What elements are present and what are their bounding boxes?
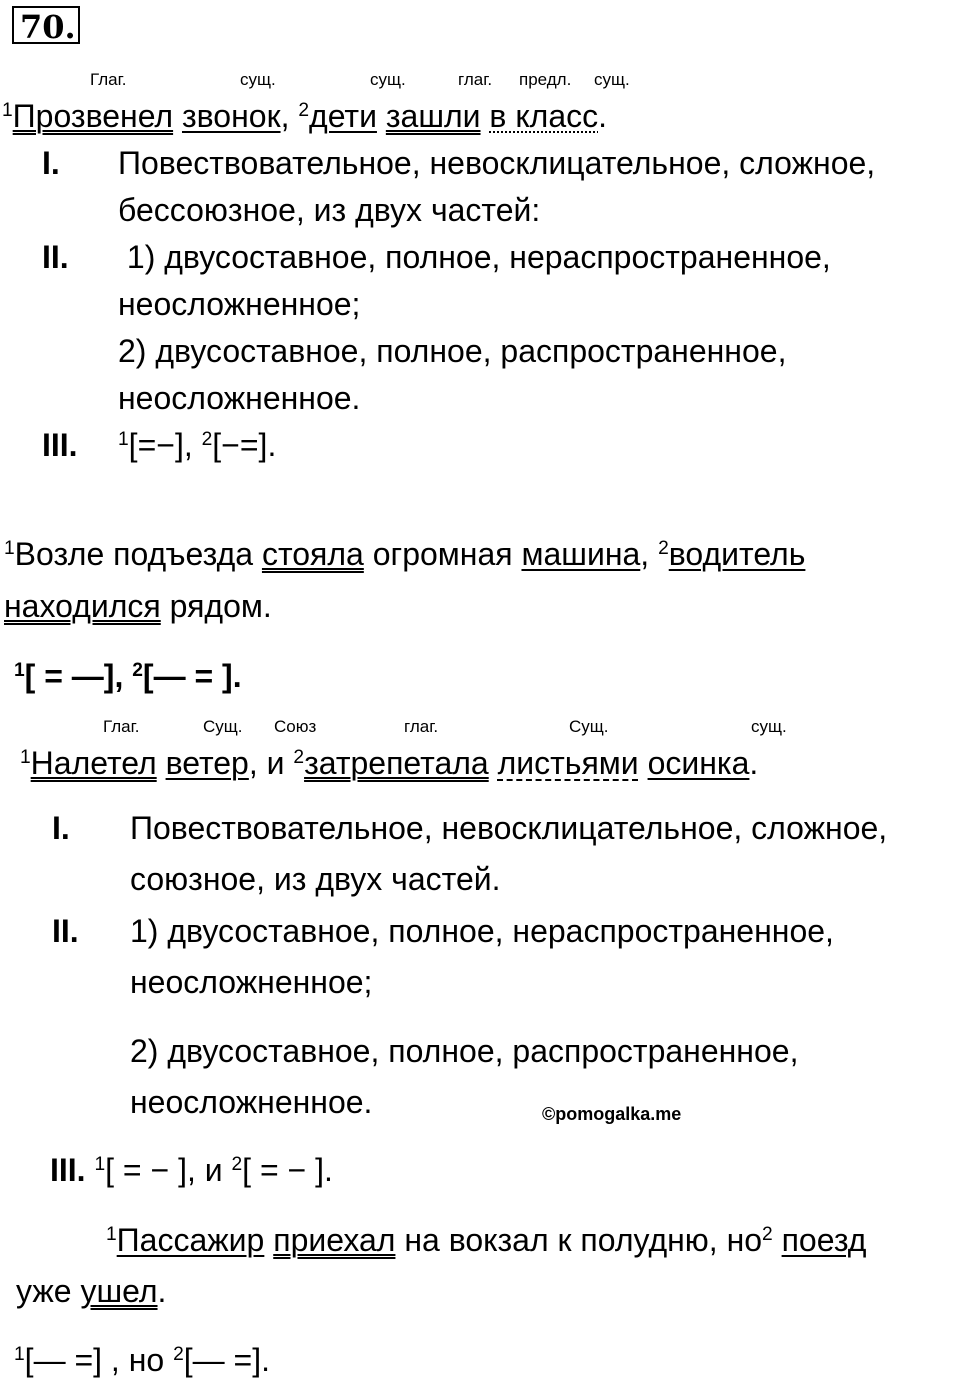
- part-number: 2: [173, 1344, 184, 1366]
- punct: .: [598, 98, 608, 134]
- scheme-part: [−=].: [212, 427, 277, 463]
- analysis-line: Повествовательное, невосклицательное, сложное,: [118, 145, 876, 181]
- text: рядом.: [160, 588, 272, 624]
- subject: водитель: [668, 536, 806, 572]
- punct: ,: [640, 536, 659, 572]
- sentence-scheme: [14, 1340, 270, 1380]
- sentence-1: [2, 96, 607, 136]
- scheme-part: [=−],: [128, 427, 202, 463]
- analysis-line: неосложненное;: [130, 964, 373, 1000]
- analysis-line: неосложненное.: [130, 1084, 373, 1120]
- sentence-2: [4, 534, 805, 574]
- punct: .: [157, 1273, 167, 1309]
- label-verb: глаг.: [404, 717, 439, 736]
- part-number: 2: [293, 747, 305, 769]
- part-number: 1: [4, 538, 15, 560]
- label-verb: Глаг.: [103, 717, 140, 736]
- sentence-4: [106, 1220, 866, 1260]
- roman-numeral: III.: [42, 427, 78, 463]
- part-number: 2: [762, 1224, 773, 1246]
- label-noun: сущ.: [594, 70, 630, 89]
- predicate: зашли: [385, 98, 481, 134]
- punct: , и: [248, 745, 294, 781]
- analysis-line: Повествовательное, невосклицательное, сложное,: [130, 810, 888, 846]
- part-number: 1: [2, 100, 13, 122]
- subject: машина: [521, 536, 641, 572]
- subject: поезд: [781, 1222, 867, 1258]
- part-number: 1: [14, 660, 25, 682]
- sentence-2-line-2: [4, 586, 272, 626]
- predicate: находился: [4, 588, 161, 624]
- roman-numeral: I.: [42, 145, 60, 181]
- roman-numeral: I.: [52, 810, 70, 846]
- text: огромная: [363, 536, 522, 572]
- label-noun: Сущ.: [569, 717, 609, 736]
- object: листьями: [497, 745, 639, 781]
- part-number: 2: [132, 660, 143, 682]
- scheme-part: [ = − ].: [242, 1152, 333, 1188]
- subject: осинка: [647, 745, 750, 781]
- part-number: 2: [201, 429, 213, 451]
- part-number: 2: [231, 1154, 243, 1176]
- predicate: приехал: [273, 1222, 396, 1258]
- predicate: Налетел: [30, 745, 157, 781]
- part-number: 1: [14, 1344, 25, 1366]
- label-noun: Сущ.: [203, 717, 243, 736]
- analysis-line: 2) двусоставное, полное, распространенное,: [130, 1033, 799, 1069]
- sentence-scheme: [14, 656, 242, 696]
- predicate: стояла: [261, 536, 364, 572]
- predicate: ушел: [80, 1273, 158, 1309]
- label-noun: сущ.: [240, 70, 276, 89]
- subject: ветер: [165, 745, 249, 781]
- part-number: 2: [298, 100, 310, 122]
- part-number: 1: [106, 1224, 117, 1246]
- sentence-3: [20, 743, 758, 783]
- label-noun: сущ.: [370, 70, 406, 89]
- scheme-part: [ = —],: [24, 658, 133, 694]
- label-verb: глаг.: [458, 70, 493, 89]
- text: уже: [16, 1273, 81, 1309]
- roman-numeral: III.: [50, 1152, 86, 1188]
- label-noun: сущ.: [751, 717, 787, 736]
- predicate: Прозвенел: [12, 98, 174, 134]
- scheme-part: [— = ].: [142, 658, 242, 694]
- subject: дети: [309, 98, 377, 134]
- analysis-line: бессоюзное, из двух частей:: [118, 192, 541, 228]
- scheme-part: [— =] , но: [24, 1342, 174, 1378]
- roman-numeral: II.: [42, 239, 69, 275]
- watermark: ©pomogalka.me: [542, 1104, 682, 1124]
- exercise-number: 70.: [12, 6, 80, 44]
- text: Возле подъезда: [14, 536, 262, 572]
- scheme-part: [ = − ], и: [105, 1152, 232, 1188]
- sentence-4-line-2: [16, 1271, 166, 1311]
- analysis-line: 2) двусоставное, полное, распространенное,: [118, 333, 787, 369]
- subject: Пассажир: [116, 1222, 265, 1258]
- predicate: затрепетала: [304, 745, 489, 781]
- analysis-line: неосложненное;: [118, 286, 361, 322]
- label-conjunction: Союз: [274, 717, 317, 736]
- text: на вокзал к полудню, но: [395, 1222, 763, 1258]
- analysis-line: 1) двусоставное, полное, нераспространенное,: [118, 239, 831, 275]
- analysis-line: союзное, из двух частей.: [130, 861, 501, 897]
- label-preposition: предл.: [519, 70, 572, 89]
- part-number: 1: [118, 429, 129, 451]
- scheme-part: [— =].: [183, 1342, 270, 1378]
- sentence-scheme: [118, 425, 276, 465]
- part-number: 1: [20, 747, 31, 769]
- roman-numeral: II.: [52, 913, 79, 949]
- adverbial: в класс: [489, 98, 599, 134]
- part-number: 1: [94, 1154, 106, 1176]
- punct: .: [749, 745, 759, 781]
- part-number: 2: [658, 538, 669, 560]
- subject: звонок: [181, 98, 281, 134]
- sentence-scheme-row: [50, 1150, 333, 1190]
- analysis-line: 1) двусоставное, полное, нераспространенное,: [130, 913, 834, 949]
- analysis-line: неосложненное.: [118, 380, 361, 416]
- label-verb: Глаг.: [90, 70, 127, 89]
- punct: ,: [280, 98, 299, 134]
